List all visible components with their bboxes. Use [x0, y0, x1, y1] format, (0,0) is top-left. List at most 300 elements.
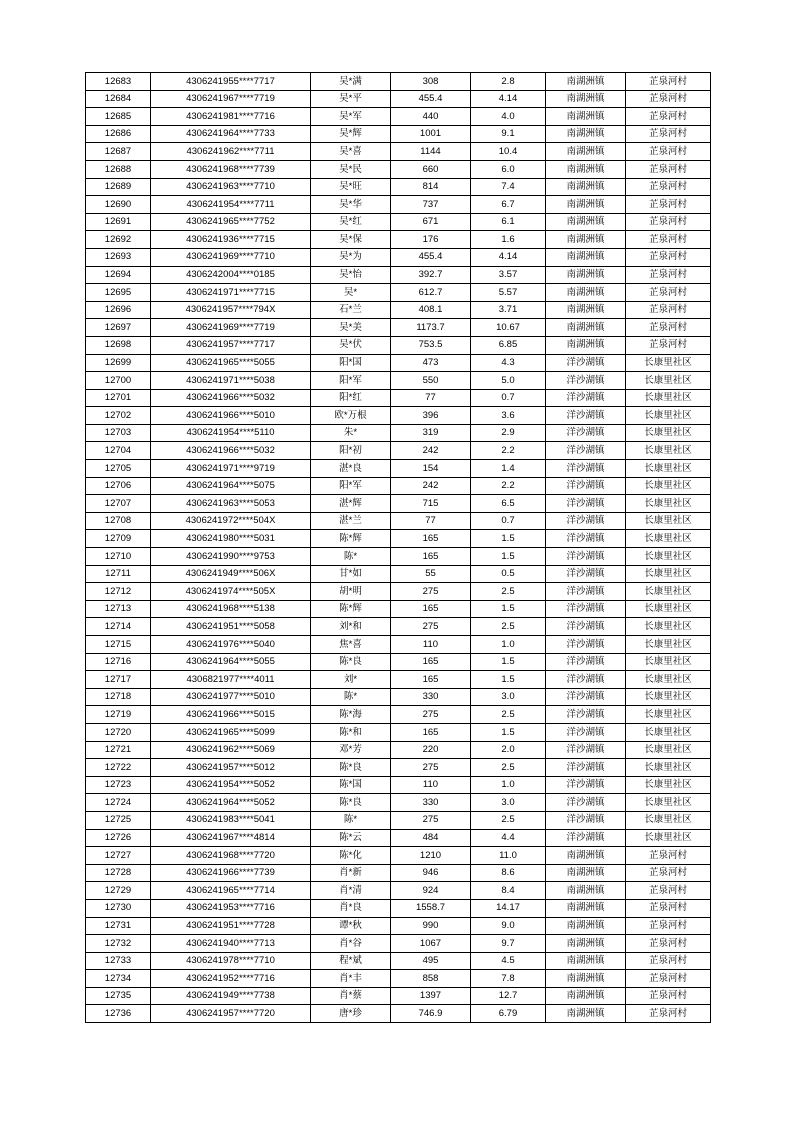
town-cell: 洋沙湖镇: [546, 829, 626, 847]
village-cell: 长康里社区: [626, 424, 711, 442]
table-row: [86, 935, 711, 953]
town-cell: 南湖洲镇: [546, 90, 626, 108]
name-cell: 谭*秋: [311, 917, 391, 935]
town-cell: 南湖洲镇: [546, 935, 626, 953]
table-row: [86, 495, 711, 513]
town-cell: 洋沙湖镇: [546, 495, 626, 513]
id-number-cell: 4306241990****9753: [151, 548, 311, 566]
name-cell: 吴*平: [311, 90, 391, 108]
rate-cell: 0.7: [471, 389, 546, 407]
amount-cell: 110: [391, 636, 471, 654]
village-cell: 长康里社区: [626, 688, 711, 706]
amount-cell: 1397: [391, 987, 471, 1005]
table-row: [86, 336, 711, 354]
amount-cell: 165: [391, 548, 471, 566]
village-cell: 芷泉河村: [626, 196, 711, 214]
rate-cell: 10.4: [471, 143, 546, 161]
village-cell: 芷泉河村: [626, 231, 711, 249]
table-row: [86, 213, 711, 231]
amount-cell: 1067: [391, 935, 471, 953]
village-cell: 长康里社区: [626, 618, 711, 636]
town-cell: 洋沙湖镇: [546, 759, 626, 777]
amount-cell: 330: [391, 794, 471, 812]
amount-cell: 77: [391, 389, 471, 407]
village-cell: 芷泉河村: [626, 125, 711, 143]
seq-cell: 12722: [86, 759, 151, 777]
amount-cell: 1173.7: [391, 319, 471, 337]
seq-cell: 12710: [86, 548, 151, 566]
village-cell: 芷泉河村: [626, 917, 711, 935]
village-cell: 长康里社区: [626, 407, 711, 425]
village-cell: 芷泉河村: [626, 882, 711, 900]
seq-cell: 12703: [86, 424, 151, 442]
name-cell: 肖*新: [311, 864, 391, 882]
amount-cell: 275: [391, 759, 471, 777]
seq-cell: 12702: [86, 407, 151, 425]
rate-cell: 7.8: [471, 970, 546, 988]
amount-cell: 715: [391, 495, 471, 513]
seq-cell: 12692: [86, 231, 151, 249]
id-number-cell: 4306241980****5031: [151, 530, 311, 548]
rate-cell: 0.7: [471, 512, 546, 530]
village-cell: 长康里社区: [626, 811, 711, 829]
id-number-cell: 4306241965****5099: [151, 723, 311, 741]
rate-cell: 8.4: [471, 882, 546, 900]
seq-cell: 12693: [86, 248, 151, 266]
id-number-cell: 4306241967****4814: [151, 829, 311, 847]
id-number-cell: 4306241965****5055: [151, 354, 311, 372]
amount-cell: 392.7: [391, 266, 471, 284]
town-cell: 南湖洲镇: [546, 301, 626, 319]
rate-cell: 2.5: [471, 706, 546, 724]
table-row: [86, 987, 711, 1005]
name-cell: 肖*丰: [311, 970, 391, 988]
id-number-cell: 4306241967****7719: [151, 90, 311, 108]
name-cell: 肖*良: [311, 899, 391, 917]
amount-cell: 946: [391, 864, 471, 882]
rate-cell: 9.0: [471, 917, 546, 935]
seq-cell: 12686: [86, 125, 151, 143]
table-row: [86, 741, 711, 759]
village-cell: 芷泉河村: [626, 864, 711, 882]
village-cell: 长康里社区: [626, 741, 711, 759]
rate-cell: 11.0: [471, 847, 546, 865]
town-cell: 洋沙湖镇: [546, 811, 626, 829]
town-cell: 南湖洲镇: [546, 213, 626, 231]
amount-cell: 612.7: [391, 284, 471, 302]
amount-cell: 220: [391, 741, 471, 759]
table-row: [86, 847, 711, 865]
town-cell: 洋沙湖镇: [546, 477, 626, 495]
town-cell: 南湖洲镇: [546, 319, 626, 337]
village-cell: 芷泉河村: [626, 73, 711, 91]
table-row: [86, 424, 711, 442]
seq-cell: 12697: [86, 319, 151, 337]
amount-cell: 275: [391, 811, 471, 829]
village-cell: 长康里社区: [626, 829, 711, 847]
id-number-cell: 4306241964****5075: [151, 477, 311, 495]
seq-cell: 12720: [86, 723, 151, 741]
amount-cell: 858: [391, 970, 471, 988]
seq-cell: 12705: [86, 460, 151, 478]
town-cell: 南湖洲镇: [546, 73, 626, 91]
village-cell: 芷泉河村: [626, 301, 711, 319]
town-cell: 洋沙湖镇: [546, 530, 626, 548]
seq-cell: 12727: [86, 847, 151, 865]
village-cell: 长康里社区: [626, 653, 711, 671]
village-cell: 长康里社区: [626, 671, 711, 689]
id-number-cell: 4306241936****7715: [151, 231, 311, 249]
seq-cell: 12683: [86, 73, 151, 91]
town-cell: 洋沙湖镇: [546, 565, 626, 583]
rate-cell: 2.2: [471, 442, 546, 460]
id-number-cell: 4306241981****7716: [151, 108, 311, 126]
id-number-cell: 4306241971****5038: [151, 372, 311, 390]
table-row: [86, 460, 711, 478]
rate-cell: 1.0: [471, 636, 546, 654]
amount-cell: 308: [391, 73, 471, 91]
name-cell: 陈*国: [311, 776, 391, 794]
rate-cell: 2.9: [471, 424, 546, 442]
rate-cell: 8.6: [471, 864, 546, 882]
table-row: [86, 477, 711, 495]
name-cell: 阳*国: [311, 354, 391, 372]
rate-cell: 0.5: [471, 565, 546, 583]
amount-cell: 1558.7: [391, 899, 471, 917]
table-row: [86, 90, 711, 108]
amount-cell: 165: [391, 530, 471, 548]
town-cell: 洋沙湖镇: [546, 723, 626, 741]
name-cell: 陈*辉: [311, 530, 391, 548]
town-cell: 洋沙湖镇: [546, 688, 626, 706]
amount-cell: 330: [391, 688, 471, 706]
amount-cell: 495: [391, 952, 471, 970]
id-number-cell: 4306241971****9719: [151, 460, 311, 478]
town-cell: 洋沙湖镇: [546, 389, 626, 407]
rate-cell: 3.0: [471, 794, 546, 812]
village-cell: 芷泉河村: [626, 266, 711, 284]
name-cell: 甘*如: [311, 565, 391, 583]
id-number-cell: 4306241963****7710: [151, 178, 311, 196]
rate-cell: 5.0: [471, 372, 546, 390]
town-cell: 南湖洲镇: [546, 108, 626, 126]
id-number-cell: 4306241983****5041: [151, 811, 311, 829]
name-cell: 湛*兰: [311, 512, 391, 530]
seq-cell: 12717: [86, 671, 151, 689]
amount-cell: 77: [391, 512, 471, 530]
amount-cell: 455.4: [391, 90, 471, 108]
amount-cell: 408.1: [391, 301, 471, 319]
rate-cell: 4.14: [471, 248, 546, 266]
village-cell: 长康里社区: [626, 512, 711, 530]
amount-cell: 1144: [391, 143, 471, 161]
village-cell: 长康里社区: [626, 794, 711, 812]
village-cell: 长康里社区: [626, 723, 711, 741]
name-cell: 程*斌: [311, 952, 391, 970]
rate-cell: 1.5: [471, 530, 546, 548]
town-cell: 南湖洲镇: [546, 284, 626, 302]
name-cell: 陈*良: [311, 759, 391, 777]
amount-cell: 671: [391, 213, 471, 231]
rate-cell: 6.1: [471, 213, 546, 231]
rate-cell: 9.1: [471, 125, 546, 143]
town-cell: 洋沙湖镇: [546, 671, 626, 689]
table-row: [86, 284, 711, 302]
village-cell: 芷泉河村: [626, 143, 711, 161]
name-cell: 邓*芳: [311, 741, 391, 759]
id-number-cell: 4306241952****7716: [151, 970, 311, 988]
table-row: [86, 618, 711, 636]
name-cell: 吴*喜: [311, 143, 391, 161]
name-cell: 陈*: [311, 548, 391, 566]
village-cell: 芷泉河村: [626, 284, 711, 302]
rate-cell: 1.5: [471, 600, 546, 618]
town-cell: 南湖洲镇: [546, 847, 626, 865]
rate-cell: 2.5: [471, 618, 546, 636]
table-row: [86, 442, 711, 460]
rate-cell: 2.8: [471, 73, 546, 91]
id-number-cell: 4306241949****7738: [151, 987, 311, 1005]
village-cell: 芷泉河村: [626, 987, 711, 1005]
rate-cell: 14.17: [471, 899, 546, 917]
town-cell: 洋沙湖镇: [546, 618, 626, 636]
seq-cell: 12734: [86, 970, 151, 988]
amount-cell: 396: [391, 407, 471, 425]
seq-cell: 12695: [86, 284, 151, 302]
name-cell: 吴*军: [311, 108, 391, 126]
town-cell: 洋沙湖镇: [546, 424, 626, 442]
table-row: [86, 1005, 711, 1023]
id-number-cell: 4306241957****5012: [151, 759, 311, 777]
table-row: [86, 372, 711, 390]
name-cell: 吴*华: [311, 196, 391, 214]
village-cell: 芷泉河村: [626, 952, 711, 970]
table-row: [86, 196, 711, 214]
id-number-cell: 4306241977****5010: [151, 688, 311, 706]
table-row: [86, 583, 711, 601]
amount-cell: 550: [391, 372, 471, 390]
name-cell: 朱*: [311, 424, 391, 442]
id-number-cell: 4306241953****7716: [151, 899, 311, 917]
rate-cell: 7.4: [471, 178, 546, 196]
id-number-cell: 4306241968****7739: [151, 160, 311, 178]
town-cell: 南湖洲镇: [546, 970, 626, 988]
name-cell: 陈*: [311, 811, 391, 829]
village-cell: 芷泉河村: [626, 90, 711, 108]
town-cell: 洋沙湖镇: [546, 372, 626, 390]
seq-cell: 12719: [86, 706, 151, 724]
rate-cell: 6.0: [471, 160, 546, 178]
town-cell: 洋沙湖镇: [546, 460, 626, 478]
seq-cell: 12711: [86, 565, 151, 583]
seq-cell: 12728: [86, 864, 151, 882]
amount-cell: 176: [391, 231, 471, 249]
village-cell: 芷泉河村: [626, 847, 711, 865]
name-cell: 吴*怡: [311, 266, 391, 284]
rate-cell: 2.5: [471, 759, 546, 777]
id-number-cell: 4306242004****0185: [151, 266, 311, 284]
rate-cell: 4.14: [471, 90, 546, 108]
amount-cell: 242: [391, 477, 471, 495]
rate-cell: 1.5: [471, 671, 546, 689]
seq-cell: 12684: [86, 90, 151, 108]
id-number-cell: 4306241957****794X: [151, 301, 311, 319]
village-cell: 芷泉河村: [626, 935, 711, 953]
town-cell: 南湖洲镇: [546, 143, 626, 161]
seq-cell: 12708: [86, 512, 151, 530]
town-cell: 南湖洲镇: [546, 160, 626, 178]
name-cell: 刘*和: [311, 618, 391, 636]
town-cell: 洋沙湖镇: [546, 407, 626, 425]
table-row: [86, 776, 711, 794]
village-cell: 芷泉河村: [626, 970, 711, 988]
town-cell: 洋沙湖镇: [546, 741, 626, 759]
seq-cell: 12694: [86, 266, 151, 284]
village-cell: 长康里社区: [626, 776, 711, 794]
id-number-cell: 4306241966****5010: [151, 407, 311, 425]
seq-cell: 12723: [86, 776, 151, 794]
id-number-cell: 4306241954****7711: [151, 196, 311, 214]
name-cell: 阳*军: [311, 477, 391, 495]
village-cell: 长康里社区: [626, 460, 711, 478]
id-number-cell: 4306241966****5032: [151, 389, 311, 407]
amount-cell: 165: [391, 600, 471, 618]
amount-cell: 1001: [391, 125, 471, 143]
id-number-cell: 4306241968****5138: [151, 600, 311, 618]
rate-cell: 1.5: [471, 653, 546, 671]
amount-cell: 319: [391, 424, 471, 442]
table-row: [86, 565, 711, 583]
town-cell: 南湖洲镇: [546, 899, 626, 917]
amount-cell: 455.4: [391, 248, 471, 266]
seq-cell: 12706: [86, 477, 151, 495]
name-cell: 吴*美: [311, 319, 391, 337]
seq-cell: 12696: [86, 301, 151, 319]
name-cell: 陈*化: [311, 847, 391, 865]
town-cell: 南湖洲镇: [546, 196, 626, 214]
amount-cell: 110: [391, 776, 471, 794]
table-row: [86, 671, 711, 689]
id-number-cell: 4306241965****7752: [151, 213, 311, 231]
rate-cell: 1.5: [471, 548, 546, 566]
id-number-cell: 4306241962****5069: [151, 741, 311, 759]
id-number-cell: 4306821977****4011: [151, 671, 311, 689]
village-cell: 芷泉河村: [626, 319, 711, 337]
rate-cell: 3.57: [471, 266, 546, 284]
amount-cell: 275: [391, 583, 471, 601]
amount-cell: 55: [391, 565, 471, 583]
table-row: [86, 160, 711, 178]
id-number-cell: 4306241955****7717: [151, 73, 311, 91]
table-row: [86, 530, 711, 548]
amount-cell: 660: [391, 160, 471, 178]
table-row: [86, 952, 711, 970]
name-cell: 陈*良: [311, 794, 391, 812]
village-cell: 长康里社区: [626, 495, 711, 513]
name-cell: 陈*和: [311, 723, 391, 741]
table-row: [86, 248, 711, 266]
name-cell: 吴*辉: [311, 125, 391, 143]
seq-cell: 12704: [86, 442, 151, 460]
name-cell: 焦*喜: [311, 636, 391, 654]
amount-cell: 484: [391, 829, 471, 847]
seq-cell: 12718: [86, 688, 151, 706]
town-cell: 南湖洲镇: [546, 864, 626, 882]
table-row: [86, 864, 711, 882]
amount-cell: 753.5: [391, 336, 471, 354]
table-row: [86, 319, 711, 337]
rate-cell: 2.2: [471, 477, 546, 495]
name-cell: 欧*万根: [311, 407, 391, 425]
table-row: [86, 970, 711, 988]
name-cell: 陈*海: [311, 706, 391, 724]
table-row: [86, 125, 711, 143]
rate-cell: 6.7: [471, 196, 546, 214]
town-cell: 洋沙湖镇: [546, 583, 626, 601]
id-number-cell: 4306241976****5040: [151, 636, 311, 654]
amount-cell: 737: [391, 196, 471, 214]
town-cell: 洋沙湖镇: [546, 653, 626, 671]
seq-cell: 12712: [86, 583, 151, 601]
name-cell: 肖*谷: [311, 935, 391, 953]
amount-cell: 473: [391, 354, 471, 372]
name-cell: 吴*旺: [311, 178, 391, 196]
town-cell: 南湖洲镇: [546, 917, 626, 935]
village-cell: 长康里社区: [626, 442, 711, 460]
name-cell: 吴*保: [311, 231, 391, 249]
id-number-cell: 4306241966****5015: [151, 706, 311, 724]
id-number-cell: 4306241957****7717: [151, 336, 311, 354]
id-number-cell: 4306241965****7714: [151, 882, 311, 900]
amount-cell: 746.9: [391, 1005, 471, 1023]
town-cell: 南湖洲镇: [546, 1005, 626, 1023]
seq-cell: 12688: [86, 160, 151, 178]
seq-cell: 12735: [86, 987, 151, 1005]
name-cell: 吴*伏: [311, 336, 391, 354]
id-number-cell: 4306241969****7710: [151, 248, 311, 266]
name-cell: 唐*珍: [311, 1005, 391, 1023]
town-cell: 洋沙湖镇: [546, 548, 626, 566]
rate-cell: 2.0: [471, 741, 546, 759]
town-cell: 南湖洲镇: [546, 336, 626, 354]
name-cell: 陈*: [311, 688, 391, 706]
town-cell: 洋沙湖镇: [546, 600, 626, 618]
town-cell: 南湖洲镇: [546, 952, 626, 970]
seq-cell: 12698: [86, 336, 151, 354]
seq-cell: 12687: [86, 143, 151, 161]
village-cell: 芷泉河村: [626, 1005, 711, 1023]
town-cell: 洋沙湖镇: [546, 512, 626, 530]
rate-cell: 6.79: [471, 1005, 546, 1023]
table-row: [86, 794, 711, 812]
amount-cell: 154: [391, 460, 471, 478]
seq-cell: 12730: [86, 899, 151, 917]
rate-cell: 1.6: [471, 231, 546, 249]
id-number-cell: 4306241971****7715: [151, 284, 311, 302]
name-cell: 吴*: [311, 284, 391, 302]
rate-cell: 6.85: [471, 336, 546, 354]
table-row: [86, 759, 711, 777]
table-row: [86, 143, 711, 161]
rate-cell: 10.67: [471, 319, 546, 337]
seq-cell: 12714: [86, 618, 151, 636]
village-cell: 芷泉河村: [626, 178, 711, 196]
id-number-cell: 4306241969****7719: [151, 319, 311, 337]
name-cell: 吴*为: [311, 248, 391, 266]
amount-cell: 814: [391, 178, 471, 196]
seq-cell: 12690: [86, 196, 151, 214]
village-cell: 长康里社区: [626, 636, 711, 654]
